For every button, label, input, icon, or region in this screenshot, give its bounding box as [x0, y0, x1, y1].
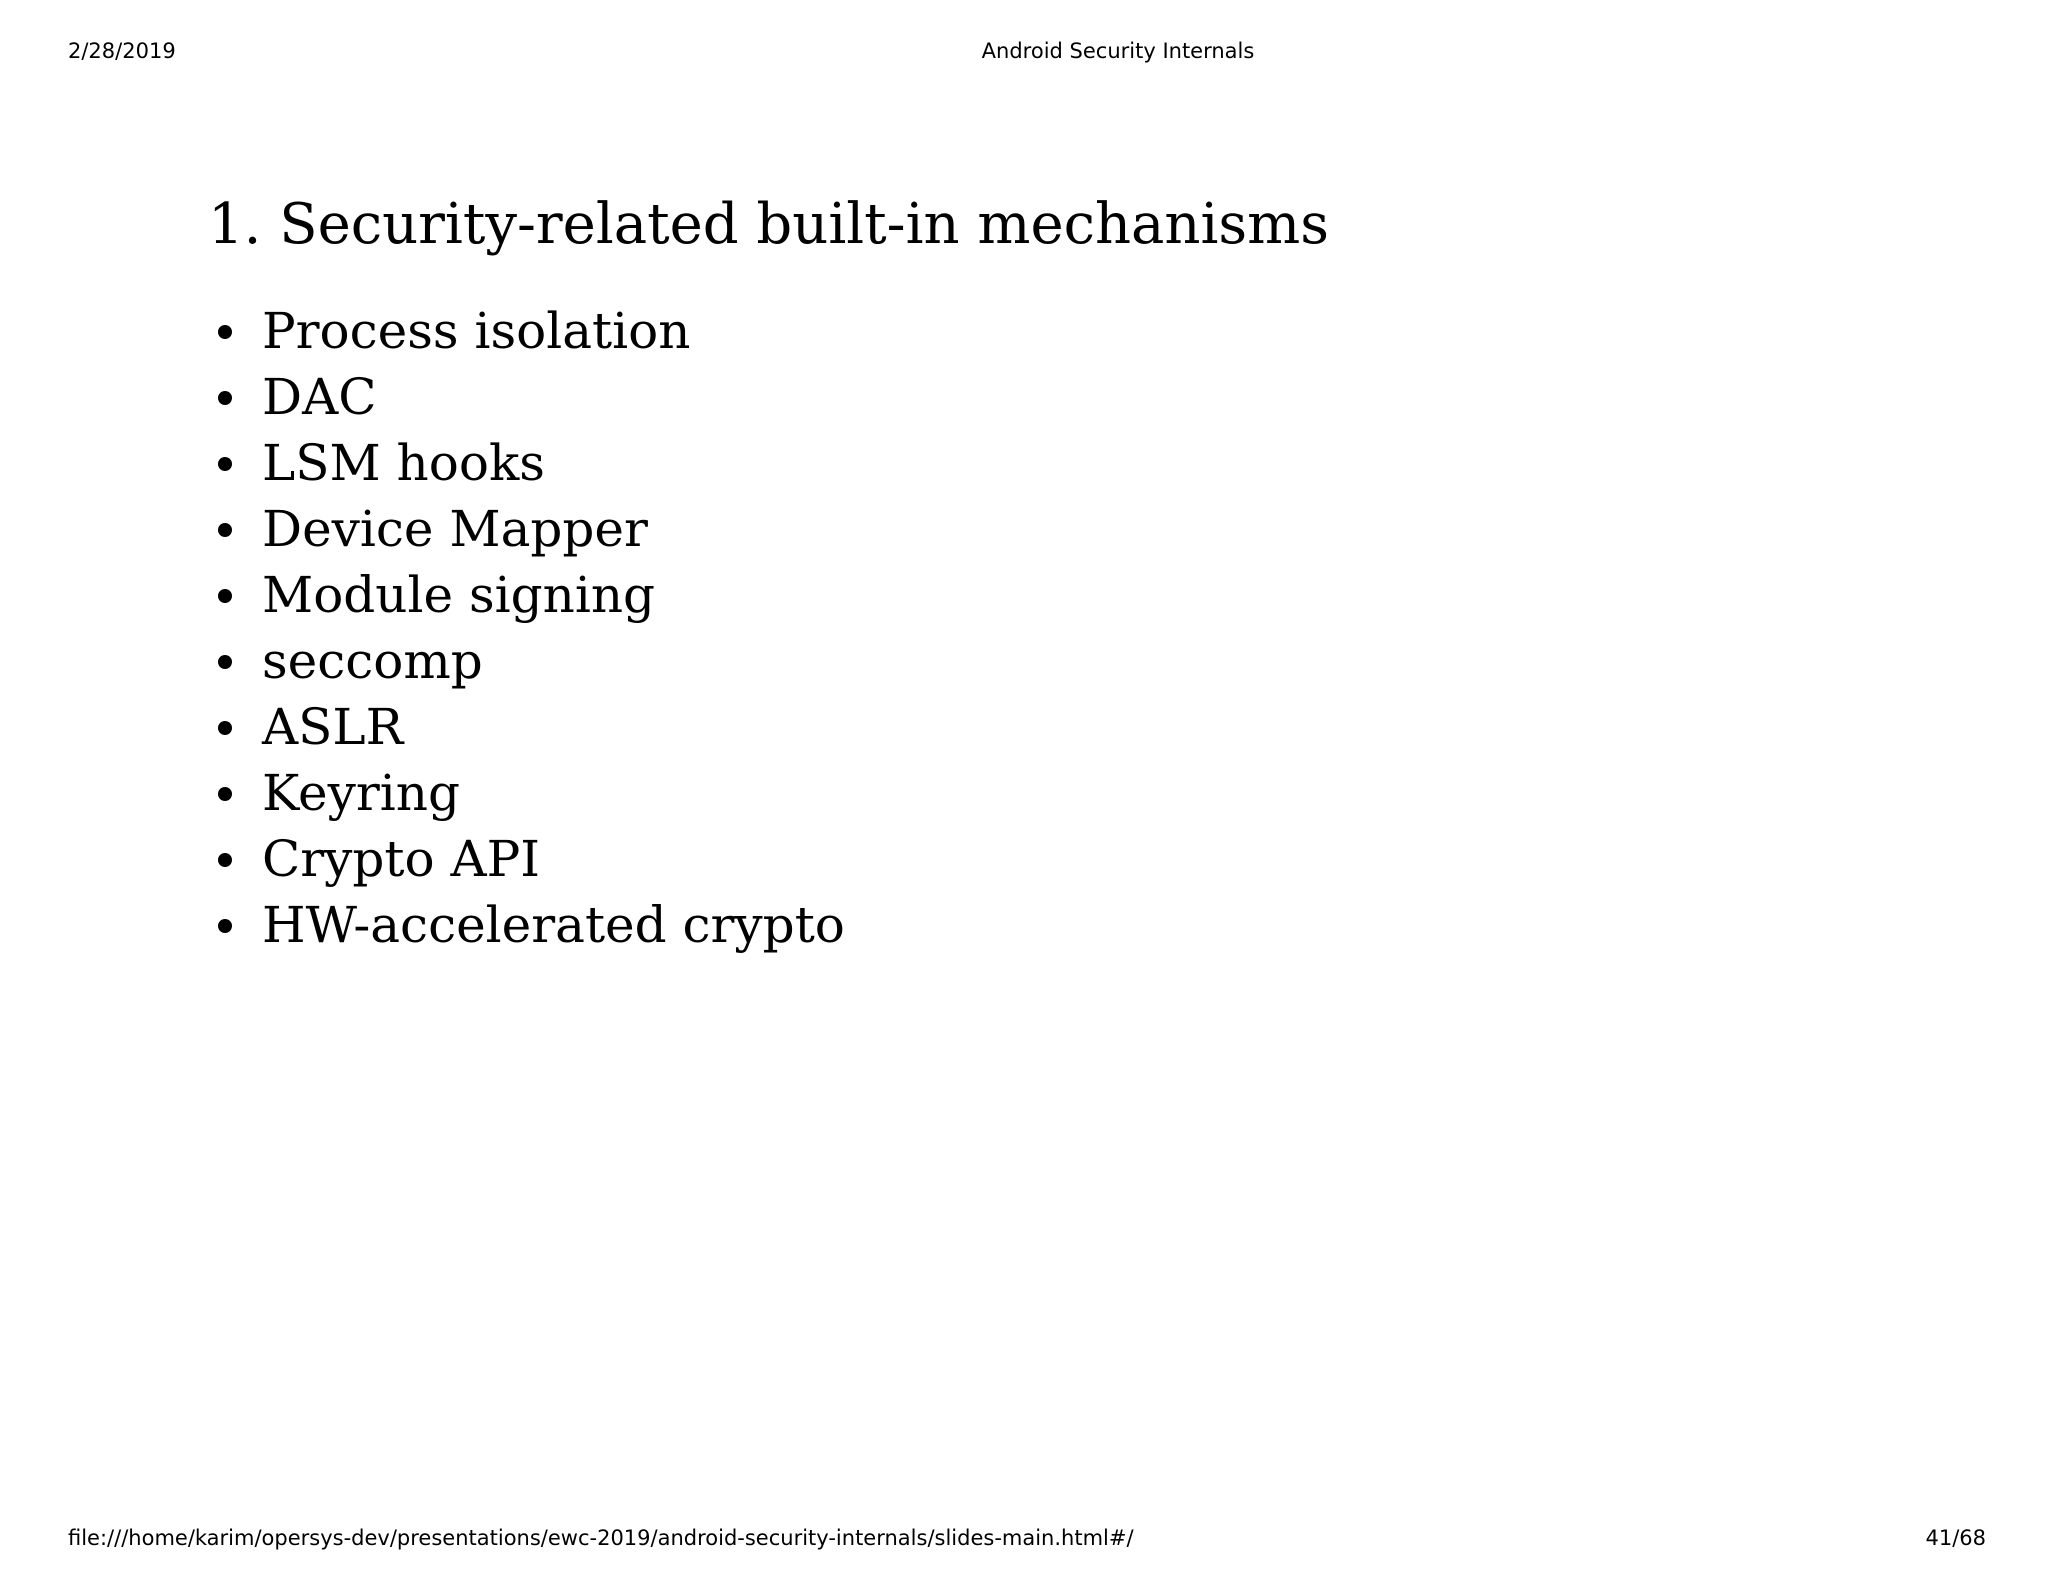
bullet-icon [218, 457, 232, 471]
slide-title: 1. Security-related built-in mechanisms [208, 192, 1329, 257]
list-item-text: Device Mapper [262, 500, 648, 558]
list-item-text: Module signing [262, 566, 656, 624]
bullet-icon [218, 391, 232, 405]
list-item-text: Process isolation [262, 302, 691, 360]
bullet-icon [218, 655, 232, 669]
print-document-title: Android Security Internals [981, 39, 1255, 63]
page-indicator: 41/68 [1925, 1526, 1986, 1550]
list-item-text: Crypto API [262, 830, 541, 888]
print-date: 2/28/2019 [68, 39, 176, 63]
list-item-text: ASLR [262, 698, 404, 756]
list-item-text: Keyring [262, 764, 460, 822]
list-item-text: seccomp [262, 632, 483, 690]
bullet-icon [218, 787, 232, 801]
list-item-text: LSM hooks [262, 434, 545, 492]
bullet-icon [218, 523, 232, 537]
bullet-icon [218, 589, 232, 603]
list-item-text: HW-accelerated crypto [262, 896, 845, 954]
bullet-icon [218, 853, 232, 867]
bullet-icon [218, 919, 232, 933]
print-footer [0, 1523, 2048, 1553]
print-url: file:///home/karim/opersys-dev/presentations/ewc-2019/android-security-internals/slides-main.html#/ [68, 1526, 1134, 1550]
list-item-text: DAC [262, 368, 377, 426]
bullet-icon [218, 325, 232, 339]
bullet-icon [218, 721, 232, 735]
